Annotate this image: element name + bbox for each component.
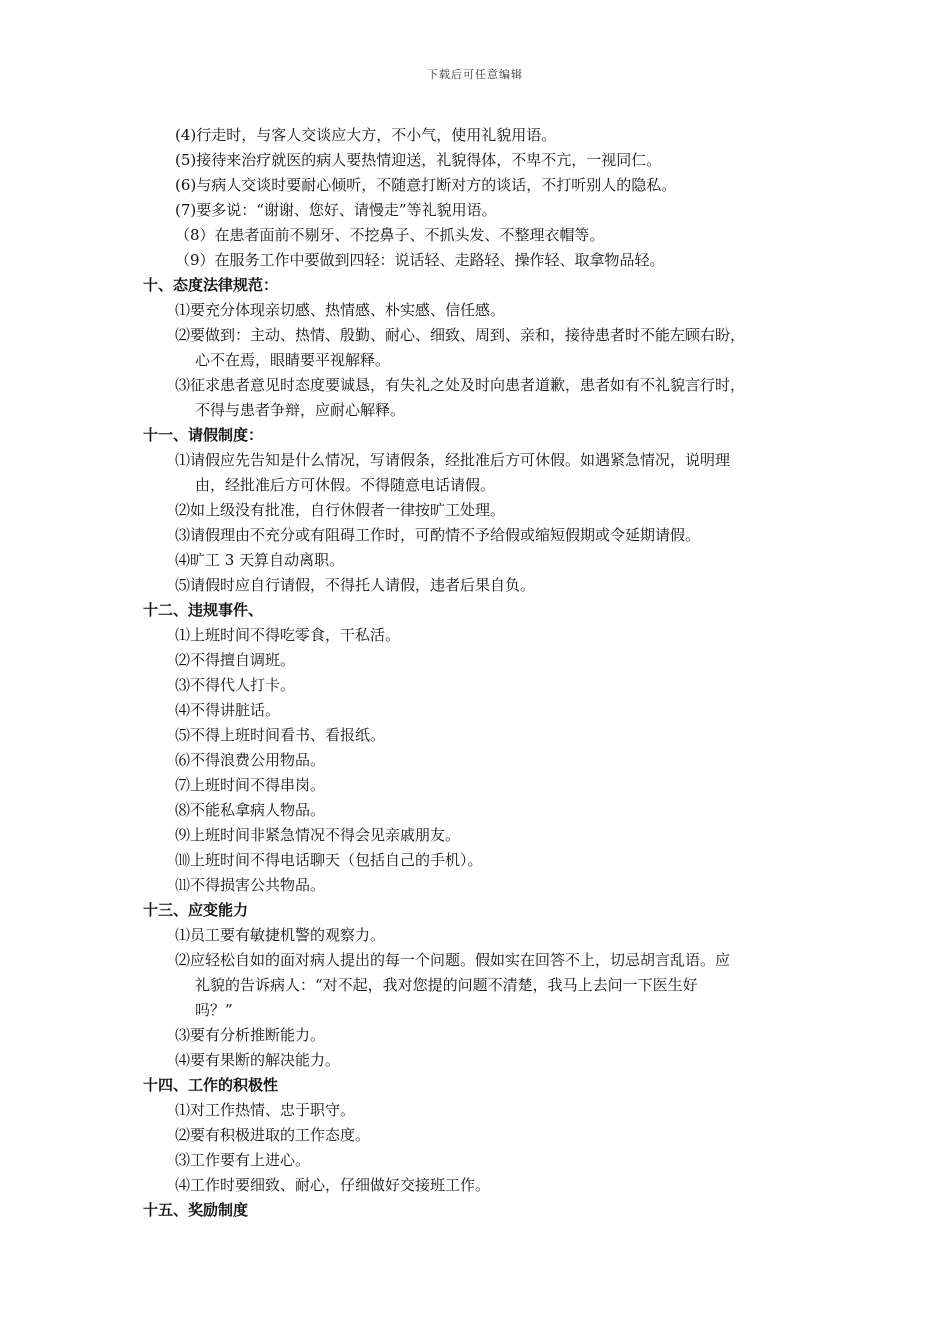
list-item: ⑼上班时间非紧急情况不得会见亲戚朋友。 [175,826,461,844]
list-item-continuation: 不得与患者争辩，应耐心解释。 [195,401,406,419]
list-item: ⑷要有果断的解决能力。 [175,1051,341,1069]
list-item: （9）在服务工作中要做到四轻：说话轻、走路轻、操作轻、取拿物品轻。 [175,251,665,269]
list-item: ⑽上班时间不得电话聊天（包括自己的手机）。 [175,851,483,869]
section-heading: 十四、工作的积极性 [143,1076,279,1094]
list-item: ⑶要有分析推断能力。 [175,1026,326,1044]
list-item: ⑵要做到：主动、热情、殷勤、耐心、细致、周到、亲和，接待患者时不能左顾右盼， [175,326,746,344]
list-item-continuation: 吗？” [195,1001,233,1019]
section-heading: 十三、应变能力 [143,901,249,919]
list-item: ⑵不得擅自调班。 [175,651,296,669]
section-heading: 十二、违规事件、 [143,601,264,619]
list-item: ⑶不得代人打卡。 [175,676,296,694]
list-item: (4)行走时，与客人交谈应大方，不小气，使用礼貌用语。 [175,126,557,144]
list-item: ⑹不得浪费公用物品。 [175,751,326,769]
list-item-continuation: 礼貌的告诉病人：“对不起，我对您提的问题不清楚，我马上去问一下医生好 [195,976,698,994]
list-item: ⑴上班时间不得吃零食，干私活。 [175,626,401,644]
list-item: (7)要多说：“谢谢、您好、请慢走”等礼貌用语。 [175,201,497,219]
section-heading: 十一、请假制度： [143,426,264,444]
document-body [143,123,823,1223]
list-item: （8）在患者面前不剔牙、不挖鼻子、不抓头发、不整理衣帽等。 [175,226,605,244]
list-item: ⑸不得上班时间看书、看报纸。 [175,726,386,744]
list-item: ⑾不得损害公共物品。 [175,876,326,894]
list-item: ⑴对工作热情、忠于职守。 [175,1101,356,1119]
list-item: ⑺上班时间不得串岗。 [175,776,326,794]
list-item: ⑶征求患者意见时态度要诚恳，有失礼之处及时向患者道歉，患者如有不礼貌言行时， [175,376,746,394]
section-heading: 十、态度法律规范： [143,276,279,294]
list-item: ⑵如上级没有批准，自行休假者一律按旷工处理。 [175,501,506,519]
list-item: (6)与病人交谈时要耐心倾听，不随意打断对方的谈话，不打听别人的隐私。 [175,176,677,194]
list-item: ⑷不得讲脏话。 [175,701,281,719]
list-item-continuation: 心不在焉，眼睛要平视解释。 [195,351,391,369]
list-item: (5)接待来治疗就医的病人要热情迎送，礼貌得体，不卑不亢，一视同仁。 [175,151,662,169]
list-item-continuation: 由，经批准后方可休假。不得随意电话请假。 [195,476,496,494]
list-item: ⑴员工要有敏捷机警的观察力。 [175,926,386,944]
list-item: ⑸请假时应自行请假，不得托人请假，违者后果自负。 [175,576,536,594]
page-header: 下载后可任意编辑 [427,68,523,81]
list-item: ⑴要充分体现亲切感、热情感、朴实感、信任感。 [175,301,506,319]
list-item: ⑵应轻松自如的面对病人提出的每一个问题。假如实在回答不上，切忌胡言乱语。应 [175,951,731,969]
list-item: ⑷工作时要细致、耐心，仔细做好交接班工作。 [175,1176,491,1194]
list-item: ⑶请假理由不充分或有阻碍工作时，可酌情不予给假或缩短假期或令延期请假。 [175,526,701,544]
list-item: ⑴请假应先告知是什么情况，写请假条，经批准后方可休假。如遇紧急情况，说明理 [175,451,731,469]
list-item: ⑷旷工 3 天算自动离职。 [175,551,345,569]
list-item: ⑵要有积极进取的工作态度。 [175,1126,371,1144]
list-item: ⑶工作要有上进心。 [175,1151,311,1169]
section-heading: 十五、奖励制度 [143,1201,249,1219]
list-item: ⑻不能私拿病人物品。 [175,801,326,819]
